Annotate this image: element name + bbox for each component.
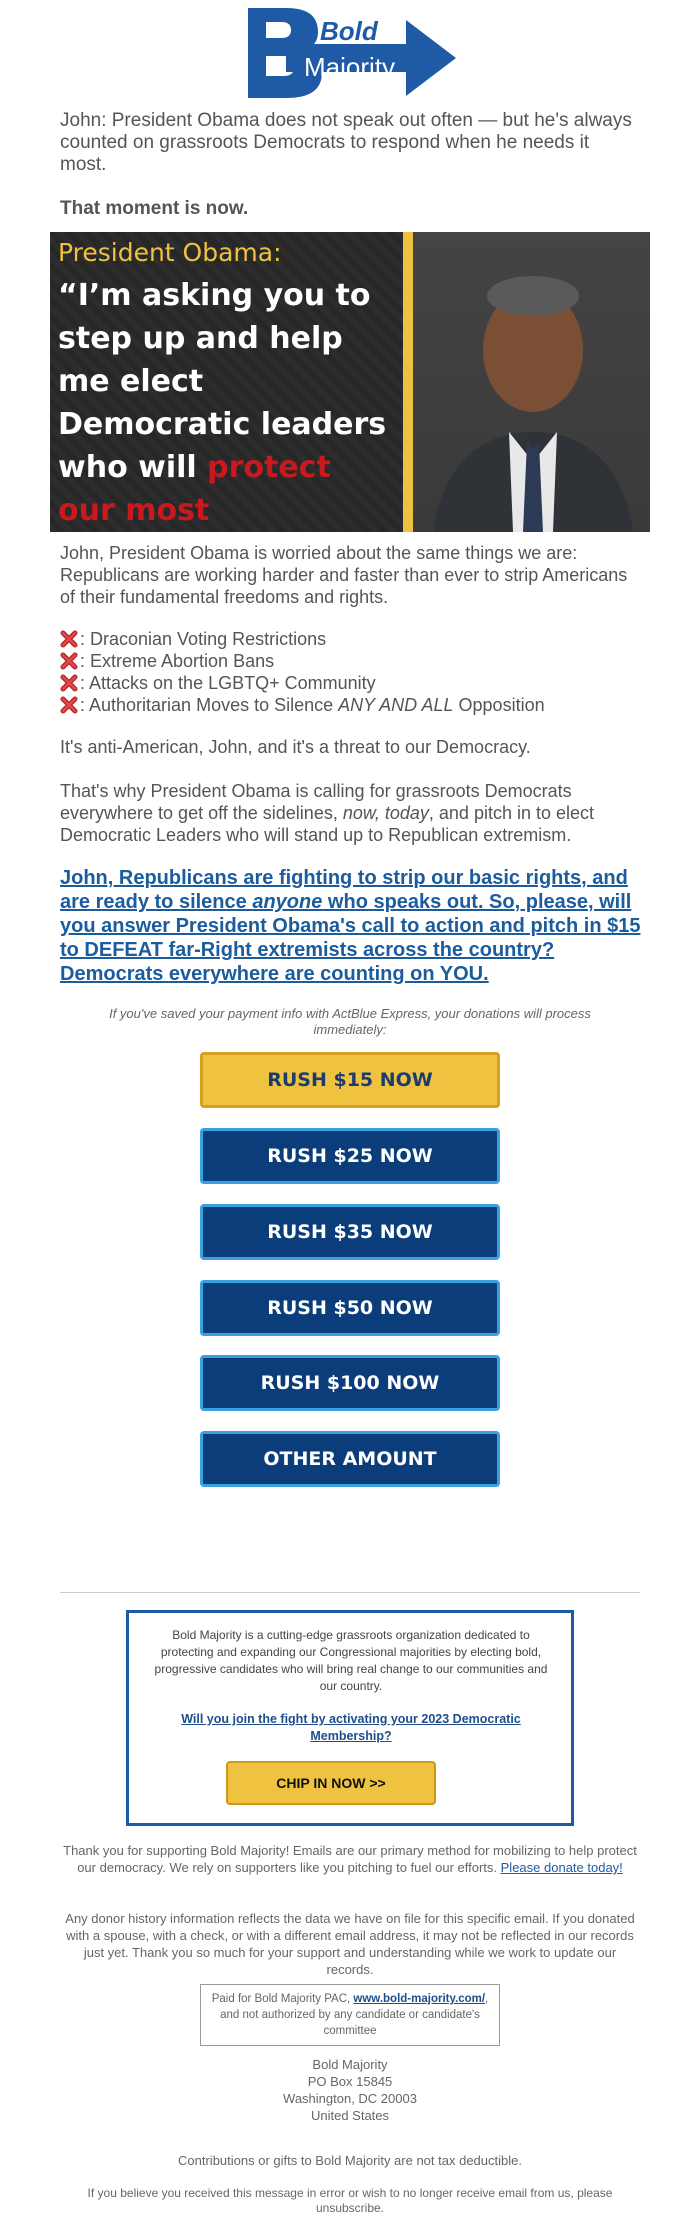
threat-label: : Draconian Voting Restrictions — [80, 629, 327, 649]
rush-15-button[interactable]: RUSH $15 NOW — [200, 1052, 500, 1108]
address-line: Bold Majority — [312, 2057, 388, 2072]
red-x-icon — [60, 652, 78, 670]
list-item — [60, 694, 640, 716]
threats-list — [60, 628, 640, 716]
moment-heading: That moment is now. — [60, 198, 249, 219]
footer-divider — [60, 1592, 640, 1593]
logo-word-majority: Majority — [304, 52, 396, 82]
anti-american-paragraph: It's anti-American, John, and it's a threat to our Democracy. — [60, 737, 531, 757]
donor-info-paragraph: Any donor history information reflects the data we have on file for this specific email. If you donated with a spouse, with a check, or with a different email address, it may not be reflected in our records just yet. Thank you so much for your support and understanding while we work to update our records. — [65, 1911, 635, 1977]
about-text: Bold Majority is a cutting-edge grassroots organization dedicated to protecting and expanding our Congressional majorities by electing bold, progressive candidates who will bring real change to our communities and our country. — [154, 1628, 548, 1693]
obama-photo — [413, 232, 650, 532]
threat-label: : Attacks on the LGBTQ+ Community — [80, 673, 376, 693]
worried-paragraph: John, President Obama is worried about the same things we are: Republicans are working harder and faster than ever to strip Americans of their fundamental freedoms and rights. — [60, 543, 628, 607]
quote-highlight: protect our most — [58, 450, 331, 528]
cta-emphasis: anyone — [252, 891, 323, 913]
intro-paragraph: John: President Obama does not speak out often — but he's always counted on grassroots Democrats to respond when he needs it most. — [60, 110, 632, 175]
threat-emphasis: ANY AND ALL — [338, 695, 454, 715]
rush-100-button[interactable]: RUSH $100 NOW — [200, 1355, 500, 1411]
quote-plain: “I’m asking you to step up and help me elect Democratic leaders who will — [58, 278, 387, 485]
other-amount-button[interactable]: OTHER AMOUNT — [200, 1431, 500, 1487]
actblue-note: If you've saved your payment info with ActBlue Express, your donations will process immediately: — [109, 1006, 591, 1037]
list-item — [60, 650, 640, 672]
red-x-icon — [60, 696, 78, 714]
address-line: Washington, DC 20003 — [283, 2091, 417, 2106]
threat-label: : Authoritarian Moves to Silence ANY AND ALL Opposition — [80, 695, 545, 715]
thanks-paragraph: Thank you for supporting Bold Majority! Emails are our primary method for mobilizing to help protect our democracy. We rely on supporters like you pitching to fuel our efforts. Please donate today! — [63, 1843, 637, 1875]
paid-for-disclaimer: Paid for Bold Majority PAC, www.bold-majority.com/, and not authorized by any candidate or candidate's committee — [200, 1984, 500, 2046]
website-link[interactable]: www.bold-majority.com/ — [353, 1993, 486, 2005]
red-x-icon — [60, 630, 78, 648]
threat-label: : Extreme Abortion Bans — [80, 651, 275, 671]
rush-50-button[interactable]: RUSH $50 NOW — [200, 1280, 500, 1336]
red-x-icon — [60, 674, 78, 692]
mailing-address — [200, 2056, 500, 2124]
rush-25-button[interactable]: RUSH $25 NOW — [200, 1128, 500, 1184]
list-item — [60, 672, 640, 694]
calling-paragraph: That's why President Obama is calling for grassroots Democrats everywhere to get off the sidelines, now, today, and pitch in to elect Democratic Leaders who will stand up to Republican extremism. — [60, 781, 595, 845]
chip-in-button[interactable]: CHIP IN NOW >> — [226, 1761, 436, 1805]
quote-speaker: President Obama: — [58, 238, 282, 267]
bold-majority-logo — [246, 2, 458, 102]
divider-bar — [403, 232, 413, 532]
quote-text — [58, 274, 388, 532]
unsubscribe-notice[interactable]: If you believe you received this message in error or wish to no longer receive email from us, please unsubscribe. — [87, 2186, 613, 2215]
rush-35-button[interactable]: RUSH $35 NOW — [200, 1204, 500, 1260]
logo-word-bold: Bold — [320, 16, 378, 46]
calling-emphasis: now, today — [342, 803, 429, 823]
donate-cta-link[interactable]: John, Republicans are fighting to strip our basic rights, and are ready to silence anyone who speaks out. So, please, will you answer President Obama's call to action and pitch in $15 to DEFEAT far-Right extremists across the country? Democrats everywhere are counting on YOU. — [60, 867, 641, 985]
address-line: PO Box 15845 — [307, 2074, 393, 2089]
list-item — [60, 628, 640, 650]
obama-quote-banner — [50, 232, 650, 532]
join-membership-link[interactable]: Will you join the fight by activating your 2023 Democratic Membership? — [181, 1712, 521, 1743]
membership-box — [126, 1610, 574, 1826]
address-line: United States — [310, 2108, 390, 2123]
donate-today-link[interactable]: Please donate today! — [500, 1860, 623, 1875]
tax-notice: Contributions or gifts to Bold Majority are not tax deductible. — [178, 2153, 522, 2168]
